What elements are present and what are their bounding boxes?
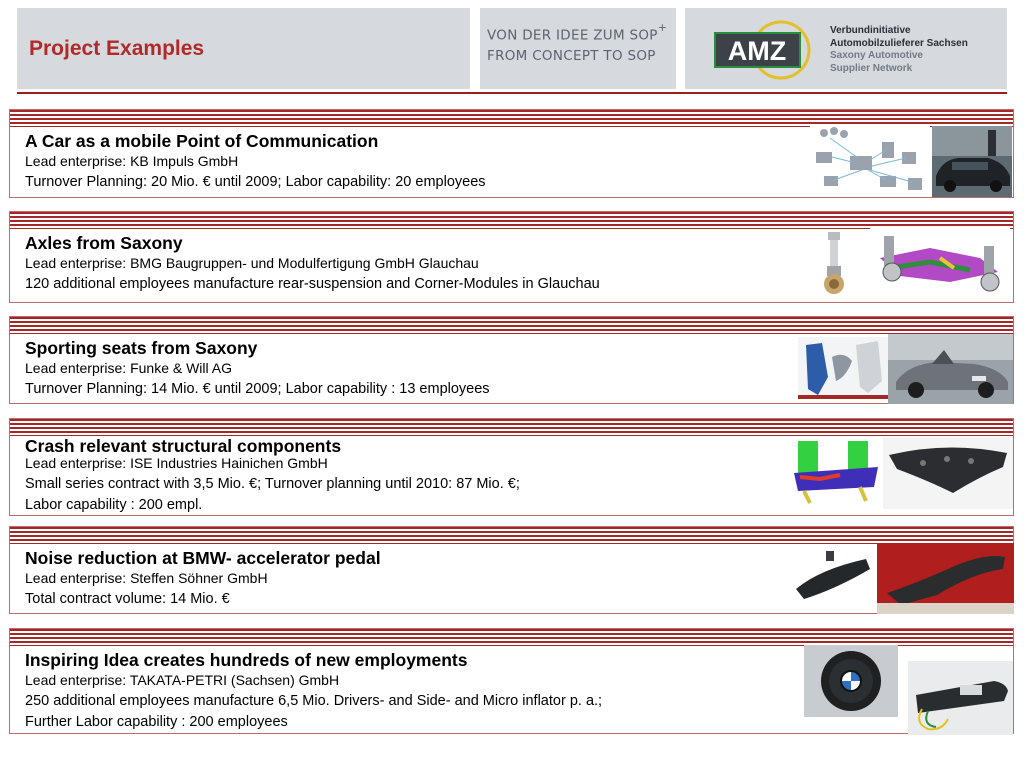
shock-absorber-image (816, 230, 852, 296)
network-diagram-image (810, 126, 930, 196)
project-detail: Labor capability : 200 empl. (25, 497, 203, 513)
card-stripes (10, 527, 1013, 544)
project-detail: Total contract volume: 14 Mio. € (25, 591, 230, 607)
car-photo-image (932, 126, 1012, 197)
project-lead: Lead enterprise: ISE Industries Hainichen GmbH (25, 455, 328, 471)
project-card (9, 628, 1014, 734)
org-line-1: Verbundinitiative (830, 25, 911, 36)
slogan-line2: FROM CONCEPT TO SOP (487, 47, 656, 64)
card-stripes (10, 317, 1013, 334)
project-card (9, 211, 1014, 303)
header-slogan-panel (480, 8, 676, 89)
card-stripes (10, 110, 1013, 127)
project-title: Noise reduction at BMW- accelerator pedal (25, 548, 381, 568)
rear-axle-image (870, 228, 1010, 300)
amz-logo (713, 18, 816, 80)
page-title: Project Examples (29, 37, 205, 60)
project-detail: Turnover Planning: 14 Mio. € until 2009; Labor capability : 13 employees (25, 381, 490, 397)
project-lead: Lead enterprise: TAKATA-PETRI (Sachsen) GmbH (25, 672, 340, 688)
project-title: Crash relevant structural components (25, 436, 342, 456)
project-card (9, 316, 1014, 404)
project-card (9, 418, 1014, 516)
airbag-photo-image (804, 645, 898, 717)
roadster-photo-image (888, 334, 1013, 404)
org-line-2: Automobilzulieferer Sachsen (830, 37, 968, 49)
project-lead: Lead enterprise: BMG Baugruppen- und Modulfertigung GmbH Glauchau (25, 255, 479, 271)
org-line-3: Saxony Automotive (830, 50, 923, 61)
slogan-line1: VON DER IDEE ZUM SOP (487, 27, 658, 44)
project-title: A Car as a mobile Point of Communication (25, 131, 379, 151)
pedal-photo-image (877, 543, 1014, 614)
org-name (830, 25, 968, 75)
card-stripes (10, 419, 1013, 436)
card-stripes (10, 212, 1013, 229)
org-line-4: Supplier Network (830, 62, 913, 74)
project-title: Axles from Saxony (25, 233, 183, 253)
project-lead: Lead enterprise: Funke & Will AG (25, 360, 232, 376)
slogan-plus: + (657, 21, 668, 34)
header-logo-panel (685, 8, 1007, 89)
project-detail: Further Labor capability : 200 employees (25, 714, 288, 730)
project-detail: 120 additional employees manufacture rear-suspension and Corner-Modules in Glauchau (25, 276, 600, 292)
project-card (9, 526, 1014, 614)
header-title-panel (17, 8, 470, 89)
project-detail: Small series contract with 3,5 Mio. €; Turnover planning until 2010: 87 Mio. €; (25, 476, 520, 492)
project-detail: 250 additional employees manufacture 6,5 Mio. Drivers- and Side- and Micro inflator p. a.; (25, 693, 603, 709)
logo-text: AMZ (727, 36, 787, 66)
project-lead: Lead enterprise: Steffen Söhner GmbH (25, 570, 268, 586)
cross-member-image (883, 437, 1013, 509)
inflator-photo-image (908, 661, 1013, 735)
project-card (9, 109, 1014, 198)
project-lead: Lead enterprise: KB Impuls GmbH (25, 153, 239, 169)
header-divider (17, 92, 1007, 94)
crash-structure-image (790, 437, 882, 507)
project-detail: Turnover Planning: 20 Mio. € until 2009; Labor capability: 20 employees (25, 174, 486, 190)
project-title: Sporting seats from Saxony (25, 338, 258, 358)
seat-parts-image (798, 337, 890, 399)
pedal-part-image (790, 549, 874, 605)
slogan (487, 21, 667, 66)
project-title: Inspiring Idea creates hundreds of new employments (25, 650, 468, 670)
card-stripes (10, 629, 1013, 646)
